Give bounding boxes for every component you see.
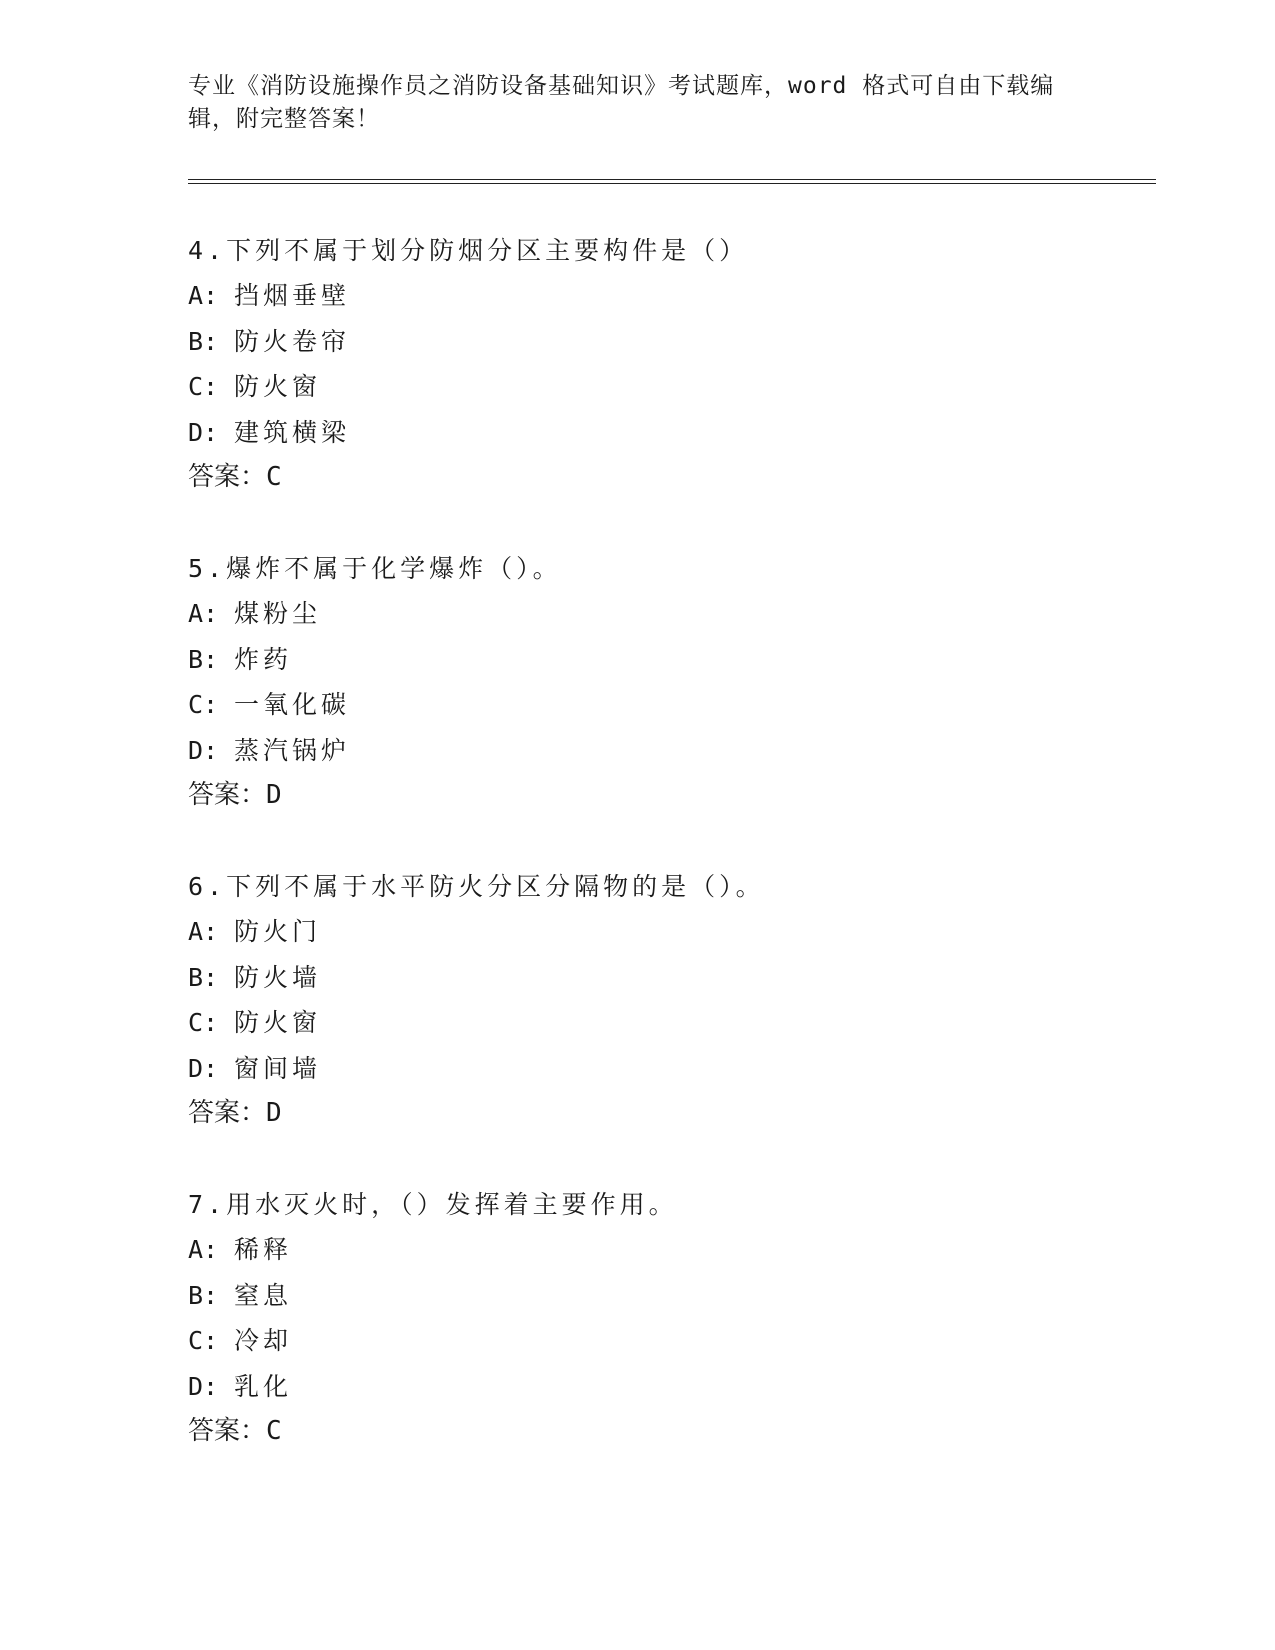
option-b [188, 1273, 1088, 1319]
answer-label: 答案： [188, 462, 267, 492]
option-text: 防火窗 [234, 1008, 322, 1037]
option-letter: B: [188, 1280, 219, 1310]
option-text: 冷却 [234, 1326, 293, 1355]
option-letter: D: [188, 417, 219, 447]
answer-label: 答案： [188, 1416, 267, 1446]
option-letter: A: [188, 599, 219, 628]
answer-label: 答案： [188, 780, 267, 810]
answer-line [188, 773, 1088, 818]
option-text: 稀释 [234, 1235, 293, 1264]
header-line-1: 专业《消防设施操作员之消防设备基础知识》考试题库，word 格式可自由下载编 [188, 73, 1055, 99]
answer-value: D [266, 1098, 282, 1128]
answer-line [188, 1409, 1088, 1454]
question-block [188, 864, 1088, 1136]
option-letter: C: [188, 1008, 219, 1037]
option-letter: C: [188, 1326, 219, 1355]
option-d [188, 1364, 1088, 1410]
document-header [188, 70, 1088, 136]
option-c [188, 682, 1088, 728]
option-text: 煤粉尘 [234, 599, 322, 628]
option-b [188, 955, 1088, 1001]
option-letter: C: [188, 372, 219, 401]
question-block [188, 228, 1088, 500]
option-text: 窗间墙 [234, 1053, 322, 1083]
option-b [188, 637, 1088, 683]
question-block [188, 546, 1088, 818]
answer-line [188, 455, 1088, 500]
header-line-2: 辑，附完整答案！ [188, 106, 380, 132]
option-a [188, 909, 1088, 955]
option-text: 防火门 [234, 917, 322, 946]
option-letter: A: [188, 281, 219, 310]
option-text: 防火墙 [234, 962, 322, 992]
option-letter: C: [188, 690, 219, 719]
answer-label: 答案： [188, 1098, 267, 1128]
option-c [188, 1000, 1088, 1046]
option-c [188, 1318, 1088, 1364]
option-text: 挡烟垂壁 [234, 281, 351, 310]
option-letter: A: [188, 1235, 219, 1264]
header-divider-top [188, 179, 1156, 180]
option-letter: D: [188, 1371, 219, 1401]
question-stem: 4.下列不属于划分防烟分区主要构件是（） [188, 236, 749, 265]
option-text: 建筑横梁 [234, 417, 351, 447]
answer-value: D [266, 780, 282, 810]
option-a [188, 591, 1088, 637]
option-c [188, 364, 1088, 410]
answer-value: C [266, 462, 282, 492]
option-letter: B: [188, 326, 219, 356]
option-letter: D: [188, 735, 219, 765]
option-d [188, 728, 1088, 774]
option-d [188, 410, 1088, 456]
option-text: 防火窗 [234, 372, 322, 401]
option-text: 窒息 [234, 1280, 293, 1310]
option-letter: B: [188, 644, 219, 674]
option-text: 蒸汽锅炉 [234, 735, 351, 765]
option-letter: B: [188, 962, 219, 992]
option-d [188, 1046, 1088, 1092]
question-stem: 5.爆炸不属于化学爆炸（）。 [188, 554, 562, 583]
option-a [188, 273, 1088, 319]
option-text: 炸药 [234, 644, 293, 674]
option-letter: A: [188, 917, 219, 946]
answer-value: C [266, 1416, 282, 1446]
option-letter: D: [188, 1053, 219, 1083]
option-text: 乳化 [234, 1371, 293, 1401]
answer-line [188, 1091, 1088, 1136]
option-b [188, 319, 1088, 365]
option-text: 一氧化碳 [234, 690, 351, 719]
header-divider-bottom [188, 183, 1156, 184]
question-stem: 6.下列不属于水平防火分区分隔物的是（）。 [188, 872, 765, 901]
option-a [188, 1227, 1088, 1273]
question-stem: 7.用水灭火时，（）发挥着主要作用。 [188, 1190, 678, 1219]
option-text: 防火卷帘 [234, 326, 351, 356]
question-block [188, 1182, 1088, 1454]
